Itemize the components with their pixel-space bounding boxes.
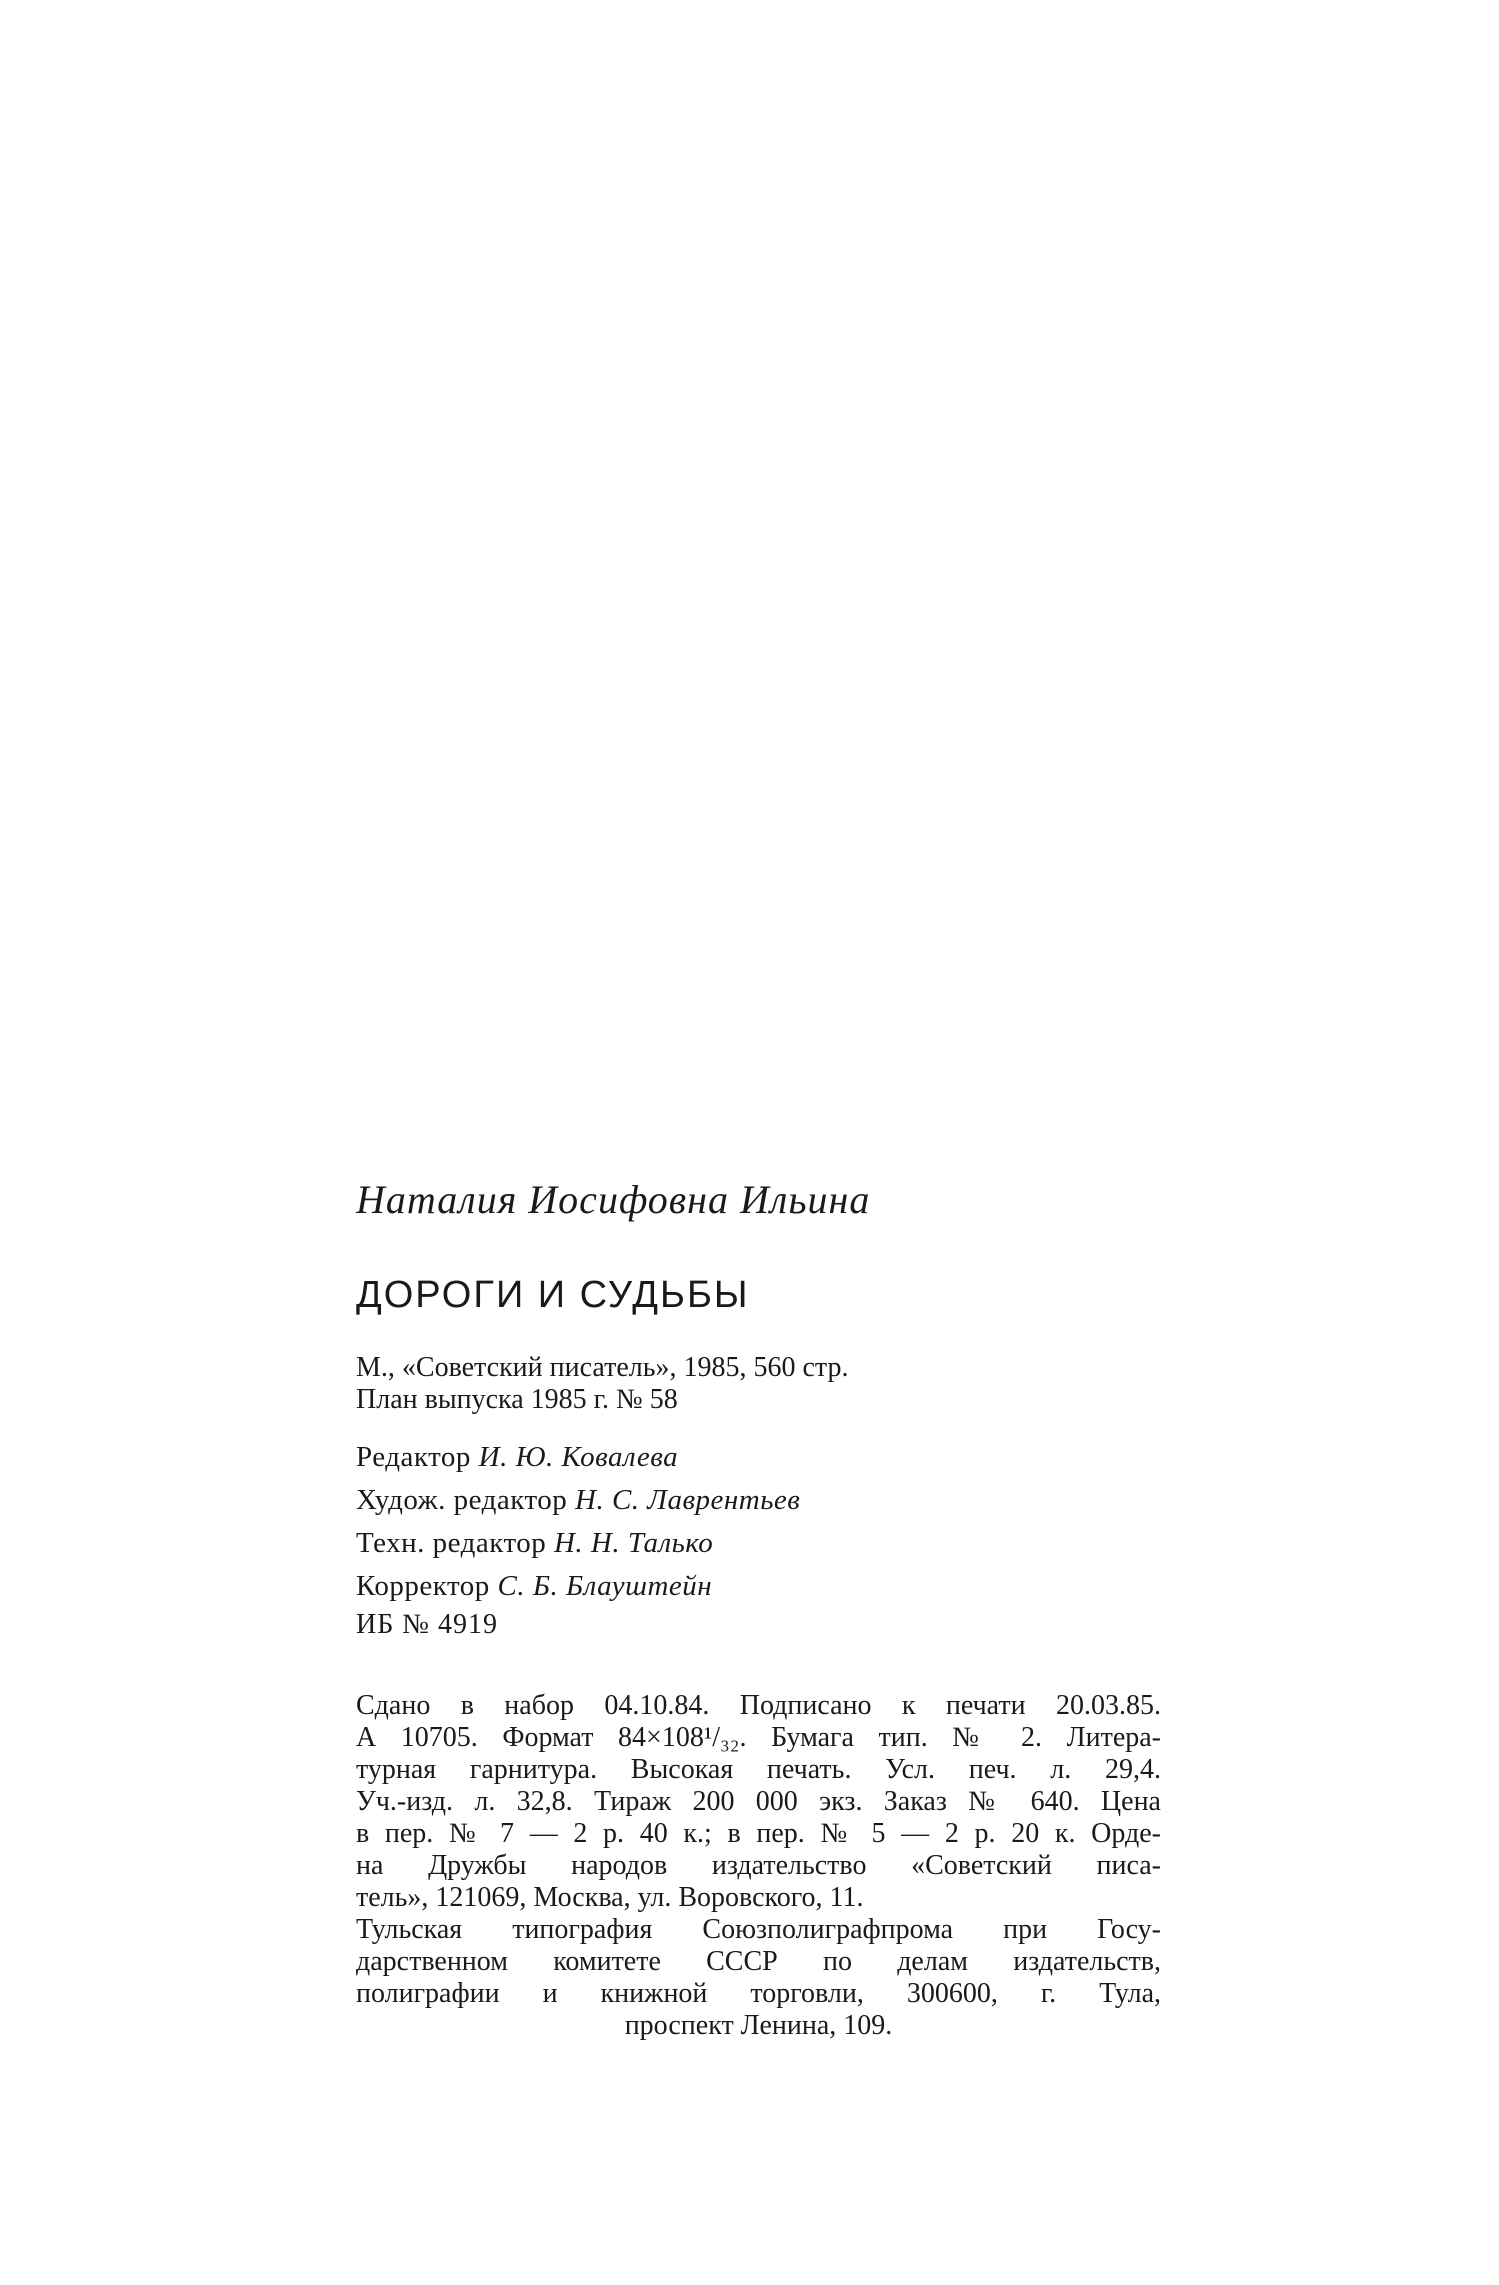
book-title: ДОРОГИ И СУДЬБЫ: [356, 1274, 750, 1316]
ib-number: ИБ № 4919: [356, 1609, 499, 1640]
staff-row-proofreader: [356, 1565, 800, 1608]
printer-details-line: Тульская типография Союзполиграфпрома при Госу-: [356, 1914, 1161, 1945]
printer-address-line: проспект Ленина, 109.: [624, 2010, 893, 2041]
print-details-line: А 10705. Формат 84×108¹/₃₂. Бумага тип. № 2. Литера-: [356, 1722, 1161, 1753]
printer-details-line: дарственном комитете СССР по делам издательств,: [356, 1946, 1161, 1977]
staff-row-editor: [356, 1436, 800, 1479]
staff-role: Техн. редактор: [356, 1527, 547, 1559]
colophon-block: [356, 1170, 1161, 2041]
author-name: Наталия Иосифовна Ильина: [356, 1177, 871, 1222]
staff-name: И. Ю. Ковалева: [478, 1441, 679, 1473]
print-details-line: Уч.-изд. л. 32,8. Тираж 200 000 экз. Заказ № 640. Цена: [356, 1786, 1161, 1817]
staff-name: Н. Н. Талько: [553, 1527, 714, 1559]
print-details-line: тель», 121069, Москва, ул. Воровского, 11.: [356, 1882, 864, 1913]
printer-details-line: полиграфии и книжной торговли, 300600, г. Тула,: [356, 1978, 1161, 2009]
publication-line: М., «Советский писатель», 1985, 560 стр.: [356, 1352, 849, 1383]
staff-role: Худож. редактор: [356, 1484, 568, 1516]
print-details-line: в пер. № 7 — 2 р. 40 к.; в пер. № 5 — 2 р. 20 к. Орде-: [356, 1818, 1161, 1849]
staff-list: [356, 1436, 800, 1608]
publication-info: [356, 1352, 1161, 1416]
print-details-line: Сдано в набор 04.10.84. Подписано к печати 20.03.85.: [356, 1690, 1161, 1721]
staff-name: С. Б. Блауштейн: [497, 1570, 713, 1602]
publication-plan-line: План выпуска 1985 г. № 58: [356, 1384, 678, 1415]
staff-role: Редактор: [356, 1441, 471, 1473]
print-details: [356, 1690, 1161, 2042]
staff-row-art-editor: [356, 1479, 800, 1522]
staff-role: Корректор: [356, 1570, 490, 1602]
staff-name: Н. С. Лаврентьев: [575, 1484, 801, 1516]
print-details-line: на Дружбы народов издательство «Советский писа-: [356, 1850, 1161, 1881]
print-details-line: турная гарнитура. Высокая печать. Усл. печ. л. 29,4.: [356, 1754, 1161, 1785]
staff-row-tech-editor: [356, 1522, 800, 1565]
